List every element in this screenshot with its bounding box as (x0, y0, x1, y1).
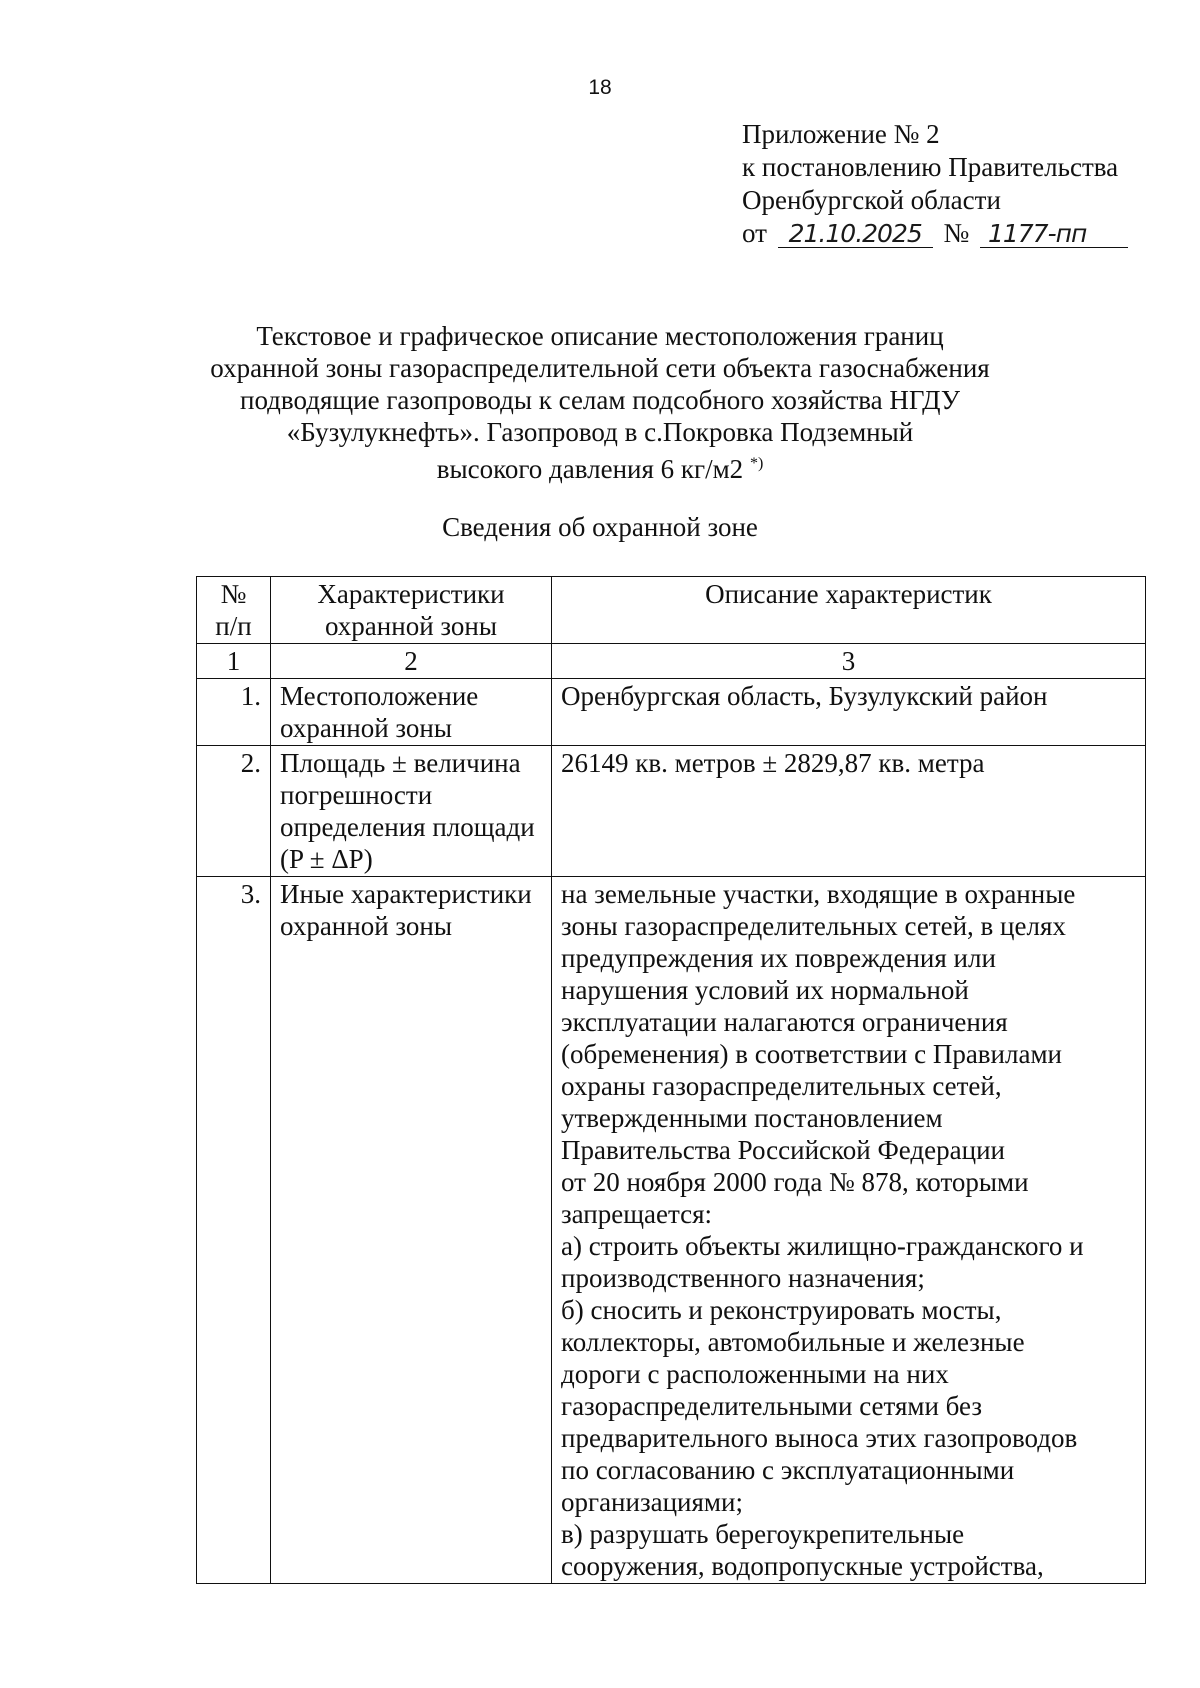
row-characteristic (271, 746, 552, 877)
cell-text: нарушения условий их нормальной (561, 975, 969, 1005)
cell-text: газораспределительными сетями без (561, 1391, 983, 1421)
handwritten-date: 21.10.2025 (778, 221, 933, 248)
cell-text: (P ± ΔP) (280, 844, 373, 874)
header-text: Описание характеристик (705, 579, 992, 609)
cell-text: а) строить объекты жилищно-гражданского и (561, 1231, 1084, 1261)
row-description (552, 746, 1146, 877)
row-description (552, 877, 1146, 1584)
title-line: подводящие газопроводы к селам подсобного хозяйства НГДУ (240, 385, 960, 415)
title-line-text: высокого давления 6 кг/м2 (436, 454, 744, 484)
cell-text: производственного назначения; (561, 1263, 925, 1293)
appendix-line: к постановлению Правительства (742, 152, 1119, 182)
cell-text: в) разрушать берегоукрепительные (561, 1519, 965, 1549)
title-line: Текстовое и графическое описание местоположения границ (256, 321, 944, 351)
cell-text: 26149 кв. метров ± 2829,87 кв. метра (561, 748, 985, 778)
cell-text: погрешности (280, 780, 433, 810)
cell-text: предварительного выноса этих газопроводов (561, 1423, 1078, 1453)
handwritten-number: 1177-пп (980, 221, 1128, 248)
table-row (197, 679, 1146, 746)
title-line: «Бузулукнефть». Газопровод в с.Покровка Подземный (286, 417, 914, 447)
protected-zone-table (196, 576, 1146, 1584)
column-number: 2 (271, 644, 552, 679)
cell-text: от 20 ноября 2000 года № 878, которыми (561, 1167, 1029, 1197)
header-text: № (220, 579, 247, 609)
cell-text: сооружения, водопропускные устройства, (561, 1551, 1044, 1581)
number-prefix: № (943, 218, 970, 248)
header-text: охранной зоны (324, 611, 497, 641)
appendix-line: Оренбургской области (742, 185, 1001, 215)
appendix-line: Приложение № 2 (742, 119, 940, 149)
cell-text: охраны газораспределительных сетей, (561, 1071, 1002, 1101)
cell-text: охранной зоны (280, 713, 453, 743)
header-text: Характеристики (317, 579, 505, 609)
from-prefix: от (742, 218, 767, 248)
page-number: 18 (588, 76, 612, 99)
cell-text: на земельные участки, входящие в охранные (561, 879, 1076, 909)
cell-text: организациями; (561, 1487, 743, 1517)
header-characteristic (271, 577, 552, 644)
footnote-mark: *) (749, 455, 764, 472)
cell-text: б) сносить и реконструировать мосты, (561, 1295, 1002, 1325)
cell-text: зоны газораспределительных сетей, в целях (561, 911, 1066, 941)
table-header-row (197, 577, 1146, 644)
column-number: 3 (552, 644, 1146, 679)
title-line (150, 448, 1050, 485)
header-num (197, 577, 271, 644)
document-title (150, 320, 1050, 485)
cell-text: Оренбургская область, Бузулукский район (561, 681, 1048, 711)
row-number: 1. (197, 679, 271, 746)
cell-text: предупреждения их повреждения или (561, 943, 996, 973)
row-description (552, 679, 1146, 746)
header-text: п/п (215, 611, 252, 641)
cell-text: Иные характеристики (280, 879, 532, 909)
table-row (197, 877, 1146, 1584)
row-characteristic (271, 679, 552, 746)
cell-text: запрещается: (561, 1199, 713, 1229)
row-number: 2. (197, 746, 271, 877)
cell-text: утвержденными постановлением (561, 1103, 943, 1133)
table-row (197, 746, 1146, 877)
column-number: 1 (197, 644, 271, 679)
cell-text: Правительства Российской Федерации (561, 1135, 1005, 1165)
cell-text: охранной зоны (280, 911, 453, 941)
title-line: охранной зоны газораспределительной сети объекта газоснабжения (210, 353, 990, 383)
cell-text: эксплуатации налагаются ограничения (561, 1007, 1008, 1037)
cell-text: дороги с расположенными на них (561, 1359, 949, 1389)
cell-text: (обременения) в соответствии с Правилами (561, 1039, 1062, 1069)
section-title: Сведения об охранной зоне (442, 512, 758, 542)
row-number: 3. (197, 877, 271, 1584)
column-number-row (197, 644, 1146, 679)
appendix-date-line (742, 217, 1128, 250)
cell-text: определения площади (280, 812, 535, 842)
row-characteristic (271, 877, 552, 1584)
cell-text: Местоположение (280, 681, 479, 711)
header-description (552, 577, 1146, 644)
cell-text: по согласованию с эксплуатационными (561, 1455, 1015, 1485)
appendix-block (742, 118, 1128, 250)
cell-text: коллекторы, автомобильные и железные (561, 1327, 1025, 1357)
cell-text: Площадь ± величина (280, 748, 521, 778)
